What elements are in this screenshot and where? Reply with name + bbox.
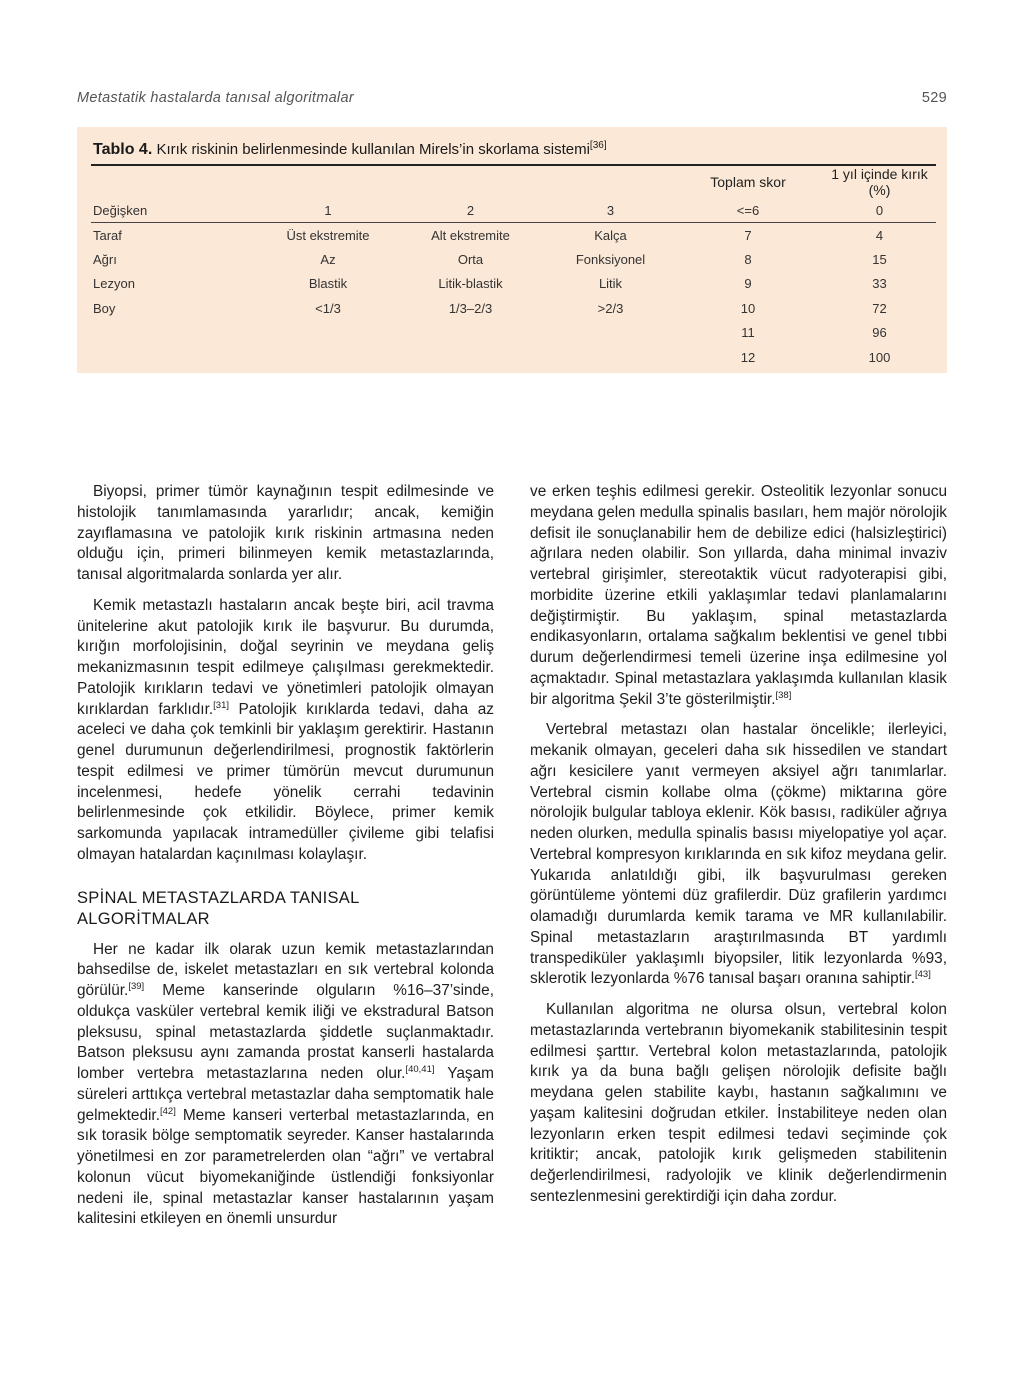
table-header-cell <box>263 166 393 198</box>
table-cell: 15 <box>872 252 887 268</box>
table-cell: <1/3 <box>315 300 341 316</box>
table-header-cell <box>548 166 673 198</box>
table-cell <box>91 321 263 345</box>
table-cell <box>548 321 673 345</box>
table-cell: Lezyon <box>93 276 135 292</box>
page-number: 529 <box>921 90 947 106</box>
paragraph <box>530 482 947 710</box>
table-cell <box>91 345 263 369</box>
paragraph-text: Vertebral metastazı olan hastalar öncelikle; ilerleyici, mekanik olmayan, geceleri daha sık hissedilen ve standart ağrı kesicilere yanıt vermeyen aksiyel ağrı tanımlarlar. Vertebral cismin kollabe olma (çökme) miktarına göre nörolojik bulgular tabloya eklenir. Kök basısı, radiküler ağrıya neden olurken, medulla spinalis basısı miyelopatiye yol açar. Vertebral kompresyon kırıklarında en sık kifoz meydana gelir. Yukarıda anlatıldığı gibi, ilk başvurulması gereken görüntüleme yöntemi düz grafilerdir. Düz grafilerin yardımcı olamadığı durumlarda kemik tarama ve MR kullanılabilir. Spinal metastazların araştırılmasında BT yardımlı transpediküler yaklaşımlı biyopsiler, litik lezyonlarda %93, sklerotik lezyonlarda %76 tanısal başarı oranına sahiptir. <box>530 721 947 988</box>
left-column <box>77 482 494 1240</box>
table-column-cell: Değişken <box>91 198 263 223</box>
right-column <box>530 482 947 1218</box>
table-cell: Kalça <box>594 227 627 243</box>
table-cell: Litik-blastik <box>438 276 503 292</box>
citation: [31] <box>213 699 229 711</box>
table-label: Tablo 4. <box>93 141 153 158</box>
table-cell: 72 <box>872 300 887 316</box>
table-cell: >2/3 <box>597 300 624 316</box>
paragraph-text: Yaşam süreleri arttıkça vertebral metastazlar daha semptomatik hale gelmektedir. <box>77 1065 495 1124</box>
table-cell <box>393 321 548 345</box>
paragraph <box>530 720 947 990</box>
table-cell: 10 <box>740 300 756 316</box>
paragraph-text: Meme kanseri verterbal metastazlarında, en sık torasik bölge semptomatik seyreder. Kanser hastalarında yönetilmesi en zor parametrelerden olan “ağrı” ve vertabral kolonun vücut biyomekaniğinde üstlendiği fonksiyonlar nedeni ile, spinal metastazlar kanser hastalarının yaşam kalitesini etkileyen en önemli unsurdur <box>77 1106 494 1228</box>
table-cell <box>548 345 673 369</box>
citation: [40,41] <box>405 1063 435 1075</box>
table-row <box>91 345 936 369</box>
citation: [39] <box>128 980 145 992</box>
table-row <box>91 272 936 296</box>
table-column-cell: 3 <box>548 198 673 223</box>
table-cell: Az <box>320 252 336 268</box>
table-cell: 9 <box>744 276 752 292</box>
paragraph <box>77 596 494 866</box>
paragraph-text: Kullanılan algoritma ne olursa olsun, vertebral kolon metastazlarında vertebranın biyomekanik stabilitesinin tespit edilmesi şarttır. Vertebral kolon metastazlarında, patolojik kırık ya da buna bağlı gelişen nörolojik defisite bağlı meydana gelen stabilite kaybı, hastanın sağkalımını ve yaşam kalitesini doğrudan etkiler. İnstabiliteye neden olan lezyonların erken tespit edilmesi tedavi seçiminde çok kritiktir; ancak, patolojik kırık gelişmeden stabilitenin değerlendirilmesi, radyolojik ve klinik değerlendirmenin sentezlenmesini gerektirdiği için daha zordur. <box>530 1001 947 1205</box>
table-cell: 11 <box>741 325 755 341</box>
table-column-cell: <=6 <box>673 198 823 223</box>
paragraph-text: Her ne kadar ilk olarak uzun kemik metastazlarından bahsedilse de, iskelet metastazları en sık vertebral kolonda görülür. <box>77 940 494 999</box>
table-column-row <box>91 198 936 223</box>
table-row <box>91 247 936 271</box>
citation: [36] <box>589 140 607 151</box>
table-cell: 33 <box>872 276 887 292</box>
table-row <box>91 321 936 345</box>
table-cell: Alt ekstremite <box>431 227 510 243</box>
paragraph <box>530 1000 947 1208</box>
table-header-row <box>91 166 936 198</box>
citation: [38] <box>775 689 792 701</box>
paragraph-text: Patolojik kırıklarda tedavi, daha az aceleci ve daha çok temkinli bir yaklaşım gerektirir. Hastanın genel durumunun değerlendirilmesi, prognostik faktörlerin tespit edilmesi ve primer tümörün mevcut durumunun incelenmesi, hedefe yönelik cerrahi tedavinin belirlenmesinde çok etkilidir. Böylece, primer kemik sarkomunda yapılacak intramedüller çivileme gibi telafisi olmayan hatalardan kaçınılması kolaylaşır. <box>77 700 494 863</box>
paragraph <box>77 940 494 1231</box>
table-row <box>91 223 936 248</box>
table-column-cell: 1 <box>263 198 393 223</box>
paragraph-text: Biyopsi, primer tümör kaynağının tespit edilmesinde ve histolojik tanımlamasında yararlıdır; ancak, kemiğin zayıflamasına ve patolojik kırık riskinin artmasına neden olduğu için, primeri bilinmeyen kemik metastazlarında, tanısal algoritmalarda sonlarda yer alır. <box>77 483 494 583</box>
table-cell: 8 <box>744 252 752 268</box>
table-header-cell: Toplam skor <box>710 174 786 190</box>
citation: [42] <box>159 1105 176 1117</box>
table-caption-text: Kırık riskinin belirlenmesinde kullanılan Mirels’in skorlama sistemi <box>156 141 590 158</box>
table-cell: 100 <box>868 349 891 365</box>
table-cell: Ağrı <box>93 252 117 268</box>
table-cell: 4 <box>875 227 884 243</box>
mirels-table <box>91 166 936 369</box>
table-box <box>77 127 947 373</box>
table-cell <box>263 321 393 345</box>
table-cell: Orta <box>457 252 484 268</box>
paragraph-text: ve erken teşhis edilmesi gerekir. Osteolitik lezyonlar sonucu meydana gelen medulla spinalis basıları, hem majör nörolojik defisit ile sonuçlanabilir hem de debilize edici (halsizleştirici) ağrılara neden olabilir. Son yıllarda, daha minimal invaziv vertebral girişimler, stereotaktik vücut radyoterapisi gibi, morbidite üzerine etkili yaklaşımlar tedavi planlamalarını değiştirmiştir. Bu yaklaşım, spinal metastazlarda endikasyonların, ortalama sağkalım beklentisi ve genel tıbbi durum değerlendirmesi temeli üzerine inşa edilmesine yol açmaktadır. Spinal metastazlara yaklaşımda kullanılan klasik bir algoritma Şekil 3’te gösterilmiştir. <box>530 483 947 708</box>
table-cell: 12 <box>740 349 756 365</box>
table-cell: Blastik <box>308 276 348 292</box>
table-caption <box>91 141 936 159</box>
table-cell: Taraf <box>93 227 122 243</box>
table-cell: 96 <box>872 325 887 341</box>
section-heading: SPİNAL METASTAZLARDA TANISAL ALGORİTMALAR <box>77 888 359 928</box>
table-column-cell: 0 <box>823 198 936 223</box>
table-cell <box>393 345 548 369</box>
table-cell: Üst ekstremite <box>286 227 370 243</box>
table-row <box>91 296 936 320</box>
citation: [43] <box>914 969 931 981</box>
table-cell <box>263 345 393 369</box>
table-cell: 7 <box>744 227 752 243</box>
table-cell: Litik <box>598 276 623 292</box>
paragraph <box>77 482 494 586</box>
table-header-cell: 1 yıl içinde kırık (%) <box>831 166 928 198</box>
paragraph-text: Meme kanserinde olguların %16–37’sinde, oldukça vasküler vertebral kemik iliği ve ekstradural Batson pleksusu, spinal metastazlarda şiddetle suçlanmaktadır. Batson pleksusu aynı zamanda prostat kanserli hastalarda lomber vertebra metastazlarına neden olur. <box>77 982 494 1082</box>
paragraph-text: Kemik metastazlı hastaların ancak beşte biri, acil travma ünitelerine akut patolojik kırık ile başvurur. Bu durumda, kırığın morfolojisinin, doğal seyrinin ve meydana geliş mekanizmasının tespit edilmeye çalışılması gerekmektedir. Patolojik kırıkların tedavi ve yönetimleri patolojik olmayan kırıklardan farklıdır. <box>77 596 494 718</box>
running-head <box>77 90 947 106</box>
running-title: Metastatik hastalarda tanısal algoritmalar <box>77 90 354 106</box>
table-cell: 1/3–2/3 <box>448 300 493 316</box>
table-cell: Fonksiyonel <box>575 252 646 268</box>
table-column-cell: 2 <box>393 198 548 223</box>
table-cell: Boy <box>93 300 116 316</box>
table-header-cell <box>393 166 548 198</box>
table-header-cell <box>91 166 263 198</box>
